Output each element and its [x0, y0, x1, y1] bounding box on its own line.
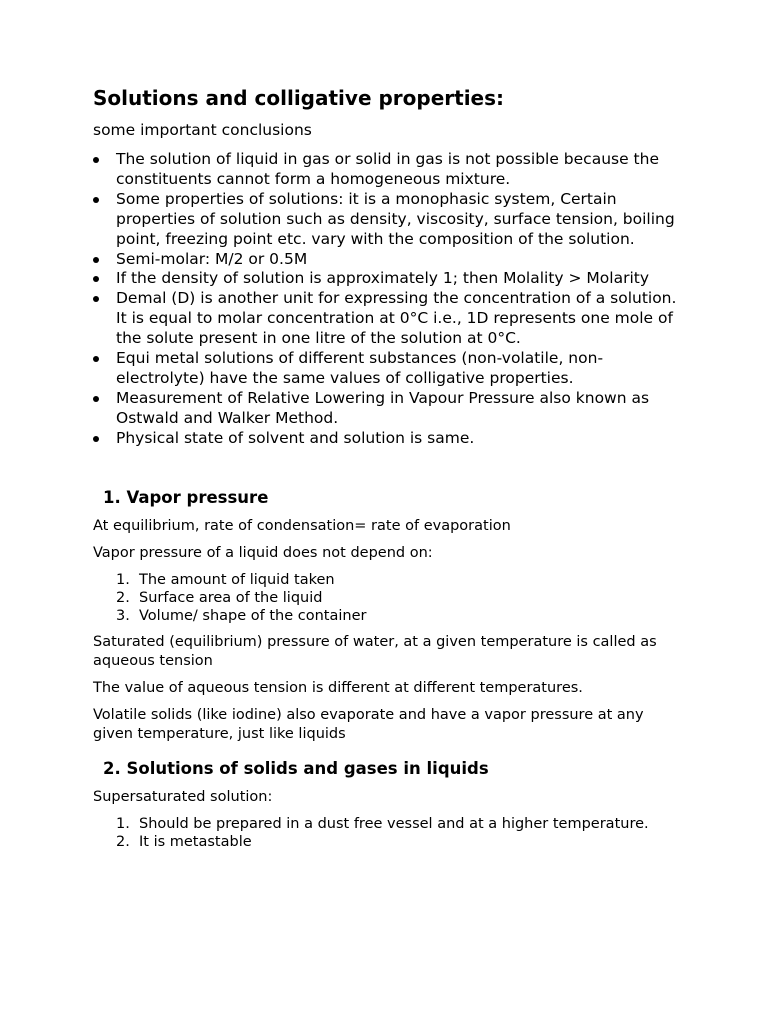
list-item-text: Should be prepared in a dust free vessel and at a higher temperature.	[139, 815, 649, 832]
bullet-icon	[93, 197, 99, 203]
list-item-text: It is metastable	[139, 833, 252, 850]
list-item-text: The solution of liquid in gas or solid in gas is not possible because the constituents cannot form a homogeneous mixture.	[116, 150, 659, 188]
list-item	[93, 349, 683, 389]
list-item-text: Some properties of solutions: it is a monophasic system, Certain properties of solution such as density, viscosity, surface tension, boiling point, freezing point etc. vary with the composition of the solution.	[116, 189, 675, 248]
list-item	[93, 429, 683, 449]
list-item-text: Measurement of Relative Lowering in Vapour Pressure also known as Ostwald and Walker Method.	[116, 388, 650, 427]
paragraph: The value of aqueous tension is different at different temperatures.	[93, 679, 583, 696]
list-item-text: Physical state of solvent and solution is same.	[116, 428, 475, 447]
list-item-text: If the density of solution is approximately 1; then Molality > Molarity	[116, 269, 650, 288]
list-item	[93, 269, 683, 289]
bullet-icon	[93, 436, 99, 442]
list-number: 2.	[116, 833, 130, 850]
list-item-text: The amount of liquid taken	[139, 571, 335, 588]
document-page	[93, 84, 683, 851]
list-item-text: Surface area of the liquid	[139, 589, 323, 606]
bullet-icon	[93, 356, 99, 362]
list-item	[93, 815, 683, 833]
bullet-icon	[93, 396, 99, 402]
list-item	[93, 571, 683, 589]
bullet-icon	[93, 157, 99, 163]
bullet-icon	[93, 276, 99, 282]
list-item-text: Semi-molar: M/2 or 0.5M	[116, 249, 308, 268]
bullet-icon	[93, 296, 99, 302]
list-number: 2.	[116, 589, 130, 606]
list-item	[93, 389, 683, 429]
list-item-text: Equi metal solutions of different substances (non-volatile, non-electrolyte) have the same values of colligative properties.	[116, 349, 604, 387]
page-title: Solutions and colligative properties:	[93, 86, 505, 110]
paragraph: At equilibrium, rate of condensation= rate of evaporation	[93, 517, 511, 534]
list-item	[93, 250, 683, 270]
section-heading-vapor-pressure: 1. Vapor pressure	[103, 487, 269, 507]
page-subtitle: some important conclusions	[93, 121, 312, 139]
paragraph: Saturated (equilibrium) pressure of water, at a given temperature is called as aqueous tension	[93, 633, 657, 669]
list-number: 3.	[116, 607, 130, 624]
bullet-icon	[93, 257, 99, 263]
list-item	[93, 607, 683, 625]
list-item-text: Demal (D) is another unit for expressing the concentration of a solution. It is equal to molar concentration at 0°C i.e., 1D represents one mole of the solute present in one litre of the solution at 0°C.	[116, 289, 677, 348]
list-item	[93, 589, 683, 607]
list-item-text: Volume/ shape of the container	[139, 607, 367, 624]
list-number: 1.	[116, 571, 130, 588]
section-heading-solutions: 2. Solutions of solids and gases in liquids	[103, 758, 489, 778]
list-item	[93, 150, 683, 190]
supersaturated-list	[93, 815, 683, 851]
list-number: 1.	[116, 815, 130, 832]
vapor-pressure-factors-list	[93, 571, 683, 625]
list-item	[93, 190, 683, 250]
paragraph: Volatile solids (like iodine) also evaporate and have a vapor pressure at any given temperature, just like liquids	[93, 706, 644, 742]
paragraph: Supersaturated solution:	[93, 788, 273, 805]
conclusions-list	[93, 150, 683, 449]
paragraph: Vapor pressure of a liquid does not depend on:	[93, 544, 433, 561]
list-item	[93, 833, 683, 851]
list-item	[93, 289, 683, 349]
